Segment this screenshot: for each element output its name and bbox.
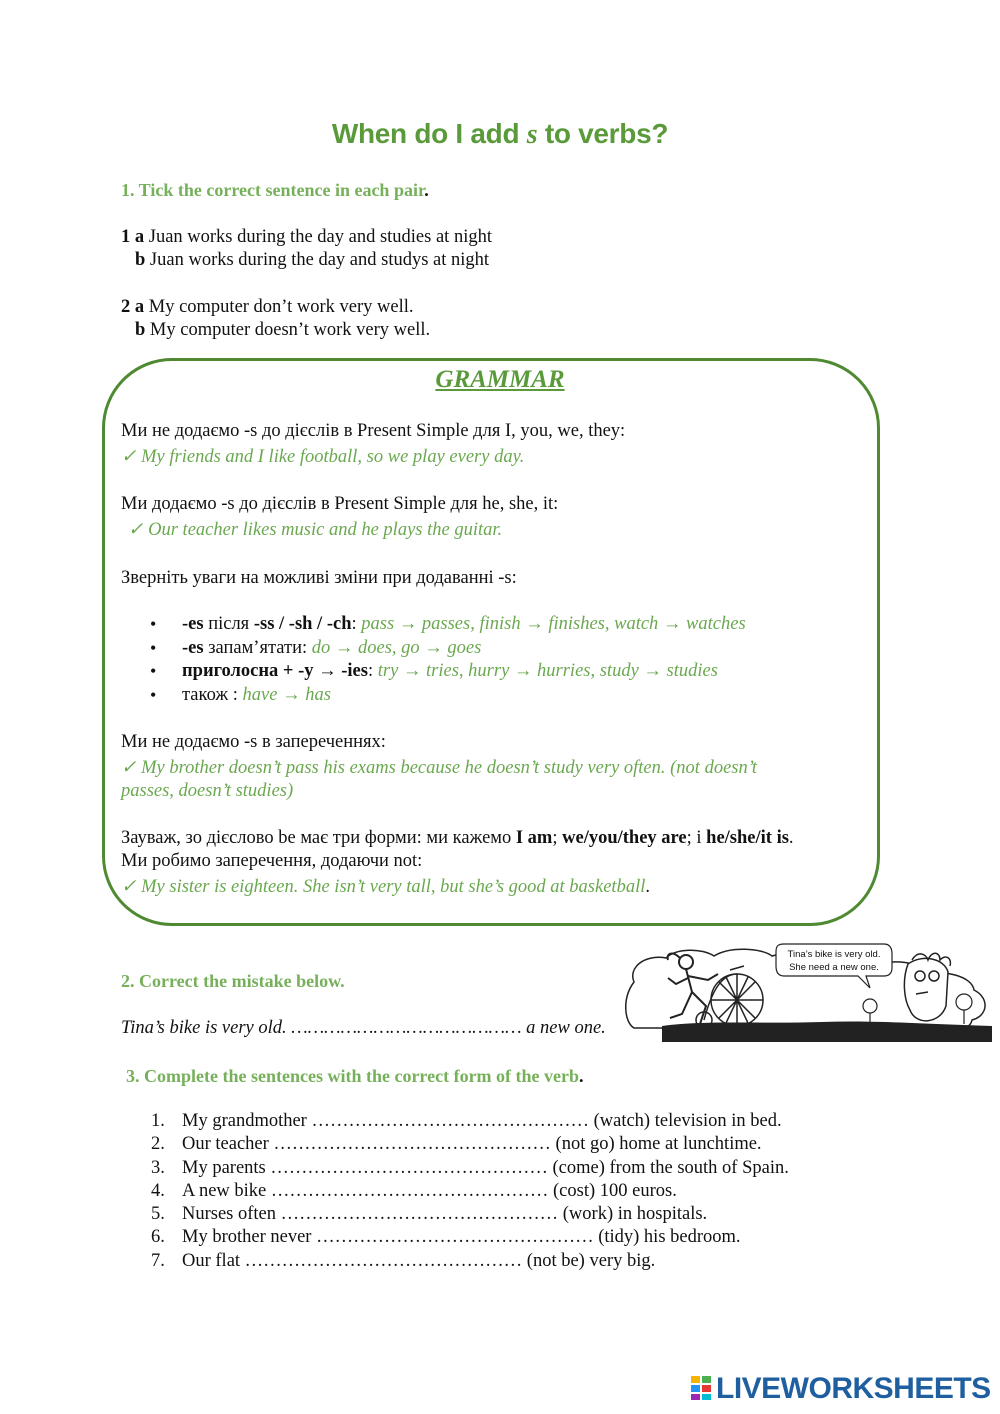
bubble-text-line-2: She need a new one. bbox=[789, 962, 879, 973]
runner-figure bbox=[668, 954, 718, 1024]
list-item[interactable]: 6. My brother never ……………………………………… (tidy) his bedroom. bbox=[151, 1227, 741, 1248]
exercise-1-heading: 1. Tick the correct sentence in each pair. bbox=[121, 180, 429, 200]
bubble-text-line-1: Tina’s bike is very old. bbox=[787, 949, 881, 960]
pair-2-option-a[interactable]: 2 a My computer don’t work very well. bbox=[121, 297, 414, 317]
grammar-example-6: ✓ My sister is eighteen. She isn’t very tall, but she’s good at basketball. bbox=[121, 877, 650, 897]
list-item[interactable]: 4. A new bike ……………………………………… (cost) 100 euros. bbox=[151, 1180, 677, 1201]
grammar-rule-1: Ми не додаємо -s до дієслів в Present Simple для I, you, we, they: bbox=[121, 421, 626, 441]
logo-text: LIVEWORKSHEETS bbox=[716, 1372, 991, 1405]
grammar-rule-6: Ми робимо заперечення, додаючи not: bbox=[121, 851, 423, 871]
speaker-face bbox=[904, 953, 950, 1021]
list-item[interactable]: 7. Our flat ……………………………………… (not be) very big. bbox=[151, 1250, 656, 1271]
exercise-3-heading: 3. Complete the sentences with the correct form of the verb. bbox=[126, 1066, 584, 1086]
exercise-1-pair-1 bbox=[121, 226, 492, 272]
grammar-rule-3: Зверніть уваги на можливі зміни при додаванні -s: bbox=[121, 568, 517, 588]
list-item: • -es після -ss / -sh / -ch: pass → passes, finish → finishes, watch → watches bbox=[150, 613, 746, 637]
liveworksheets-logo[interactable] bbox=[690, 1372, 991, 1406]
exercise-2-sentence[interactable]: Tina’s bike is very old. …………………………………… a new one. bbox=[121, 1018, 606, 1038]
grammar-rule-2: Ми додаємо -s до дієслів в Present Simple для he, she, it: bbox=[121, 494, 559, 514]
list-item: • також : have → has bbox=[150, 684, 746, 708]
grammar-example-2: ✓ Our teacher likes music and he plays the guitar. bbox=[128, 520, 503, 540]
grammar-rule-4: Ми не додаємо -s в запереченнях: bbox=[121, 732, 386, 752]
pair-2-option-b[interactable]: b My computer doesn’t work very well. bbox=[135, 320, 431, 340]
grammar-example-4-line-1: ✓ My brother doesn’t pass his exams because he doesn’t study very often. (not doesn’t bbox=[121, 758, 757, 778]
list-item[interactable]: 3. My parents ……………………………………… (come) from the south of Spain. bbox=[151, 1157, 789, 1178]
cartoon-illustration bbox=[622, 940, 992, 1042]
exercise-3-list bbox=[151, 1110, 789, 1273]
page-title: When do I add s to verbs? bbox=[331, 118, 669, 150]
list-item[interactable]: 5. Nurses often ……………………………………… (work) in hospitals. bbox=[151, 1204, 708, 1225]
list-item[interactable]: 2. Our teacher ……………………………………… (not go) home at lunchtime. bbox=[151, 1134, 762, 1155]
grammar-example-1: ✓ My friends and I like football, so we play every day. bbox=[121, 447, 525, 467]
list-item: • -es запам’ятати: do → does, go → goes bbox=[150, 637, 746, 661]
grammar-example-4-line-2: passes, doesn’t studies) bbox=[121, 781, 294, 801]
grammar-title: GRAMMAR bbox=[435, 366, 565, 393]
list-item: • приголосна + -y → -ies: try → tries, hurry → hurries, study → studies bbox=[150, 660, 746, 684]
logo-icon bbox=[690, 1375, 712, 1401]
exercise-1-pair-2 bbox=[121, 296, 430, 342]
pair-1-option-a[interactable]: 1 a Juan works during the day and studies at night bbox=[121, 227, 492, 247]
spelling-rules-list bbox=[150, 613, 746, 707]
bike-icon bbox=[696, 966, 763, 1028]
exercise-2-heading: 2. Correct the mistake below. bbox=[121, 971, 345, 991]
grammar-rule-5: Зауваж, зо дієслово be має три форми: ми кажемо I am; we/you/they are; і he/she/it is. bbox=[121, 828, 794, 848]
list-item[interactable]: 1. My grandmother ……………………………………… (watch) television in bed. bbox=[151, 1111, 782, 1131]
pair-1-option-b[interactable]: b Juan works during the day and studys at night bbox=[135, 250, 490, 270]
speech-bubble bbox=[776, 944, 892, 988]
